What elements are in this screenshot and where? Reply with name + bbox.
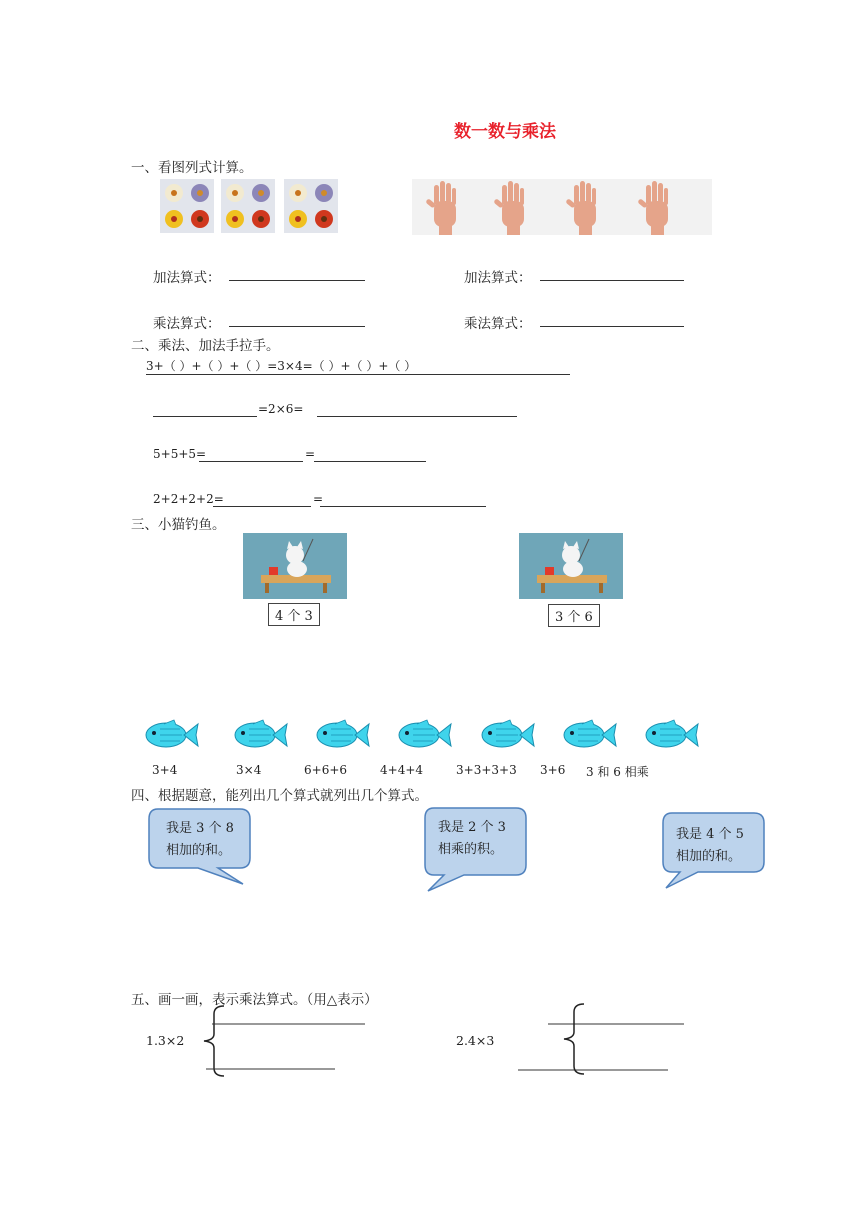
fish-icon-2: [233, 718, 289, 752]
q2-row3-blank2[interactable]: [314, 447, 426, 462]
q5-item-1: 1.3×2: [146, 1033, 185, 1048]
fish-label-4: 4+4+4: [380, 763, 424, 777]
section-3-heading: 三、小猫钓鱼。: [131, 517, 226, 533]
q1-mul-answer-left[interactable]: [229, 312, 365, 327]
q2-row2-mid: =2×6=: [258, 402, 304, 416]
q2-row2-blank1[interactable]: [153, 402, 257, 417]
q5-item-2: 2.4×3: [456, 1033, 495, 1048]
flower-group: [160, 179, 340, 239]
hand-group: [412, 179, 712, 239]
fish-icon-1: [144, 718, 200, 752]
q2-row4-blank2[interactable]: [320, 492, 486, 507]
q2-row3-eq: =: [305, 447, 316, 461]
q2-row3-blank1[interactable]: [199, 447, 303, 462]
bubble-1-line-2: 相加的和。: [166, 843, 232, 858]
fish-icon-5: [480, 718, 536, 752]
cat-fishing-icon: [519, 533, 623, 599]
q2-row4-start: 2+2+2+2=: [153, 492, 224, 506]
page-title: 数一数与乘法: [454, 122, 556, 142]
q1-mul-label-left: 乘法算式：: [153, 316, 221, 332]
q1-add-label-left: 加法算式：: [153, 270, 221, 286]
speech-bubble-2: [424, 807, 528, 893]
speech-bubble-1: [148, 808, 252, 886]
q2-row2-blank2[interactable]: [317, 402, 517, 417]
flower-images: [160, 179, 340, 235]
fish-label-1: 3+4: [152, 763, 178, 777]
fish-icon-4: [397, 718, 453, 752]
q5-brace-lines-1: [194, 1004, 374, 1078]
fish-icon-6: [562, 718, 618, 752]
q2-row4-blank1[interactable]: [213, 492, 311, 507]
cat-label-box-2: 3 个 6: [548, 604, 600, 627]
cat-fishing-image-2: [519, 533, 623, 603]
fish-label-3: 6+6+6: [304, 763, 348, 777]
section-2-heading: 二、乘法、加法手拉手。: [131, 338, 280, 354]
fish-icon-7: [644, 718, 700, 752]
section-1-heading: 一、看图列式计算。: [131, 160, 253, 176]
bubble-3-line-2: 相加的和。: [676, 849, 742, 864]
fish-label-2: 3×4: [236, 763, 262, 777]
q1-add-answer-right[interactable]: [540, 266, 684, 281]
section-5-heading: 五、画一画，表示乘法算式。（用△表示）: [131, 992, 378, 1008]
q1-mul-answer-right[interactable]: [540, 312, 684, 327]
cat-label-box-1: 4 个 3: [268, 603, 320, 626]
bubble-3-line-1: 我是 4 个 5: [676, 827, 744, 842]
q2-row1[interactable]: 3+（ ）+（ ）+（ ）=3×4=（ ）+（ ）+（ ）: [146, 357, 570, 375]
cat-fishing-icon: [243, 533, 347, 599]
bubble-1-line-1: 我是 3 个 8: [166, 821, 234, 836]
hand-images: [412, 179, 712, 235]
q2-row3-start: 5+5+5=: [153, 447, 207, 461]
fish-label-6: 3+6: [540, 763, 566, 777]
q1-add-answer-left[interactable]: [229, 266, 365, 281]
speech-bubble-3: [662, 812, 766, 890]
q1-mul-label-right: 乘法算式：: [464, 316, 532, 332]
fish-label-5: 3+3+3+3: [456, 763, 517, 777]
q1-add-label-right: 加法算式：: [464, 270, 532, 286]
fish-label-7: 3 和 6 相乘: [586, 765, 649, 779]
bubble-2-line-1: 我是 2 个 3: [438, 820, 506, 835]
cat-fishing-image-1: [243, 533, 347, 603]
q2-row4-eq: =: [313, 492, 324, 506]
fish-icon-3: [315, 718, 371, 752]
bubble-2-line-2: 相乘的积。: [438, 842, 504, 857]
section-4-heading: 四、根据题意，能列出几个算式就列出几个算式。: [131, 788, 428, 804]
q5-brace-lines-2: [514, 1002, 694, 1076]
